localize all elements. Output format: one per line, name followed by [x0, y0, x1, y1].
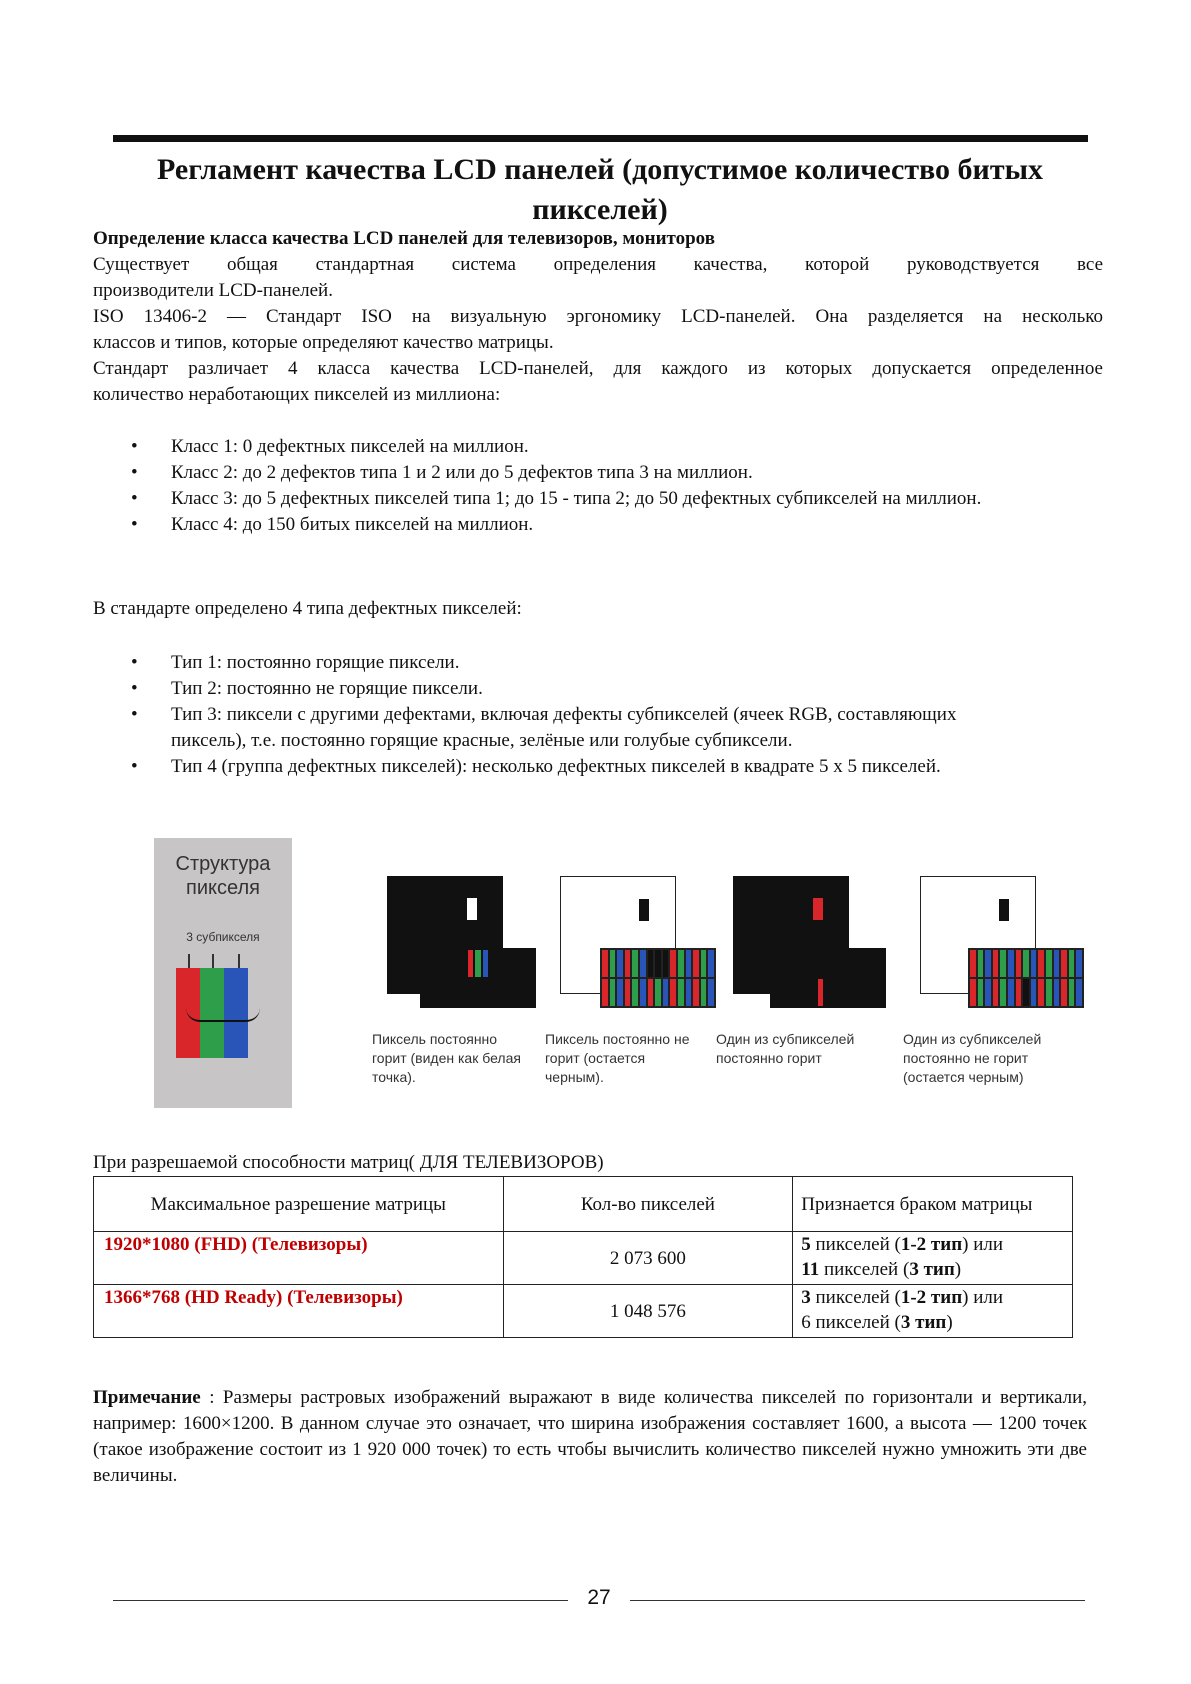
pixel-structure-title: Структура пикселя [175, 853, 271, 899]
table-row [94, 1232, 1073, 1285]
note-text: : Размеры растровых изображений выражают в виде количества пикселей по горизонтали и вертикали, например: 1600×1200. В данном случае это означает, что ширина изображения составляет 1600, а высота — 1200 точек (такое изображение состоит из 1 920 000 точек) то есть чтобы вычислить количество пикселей нужно умножить эти две величины. [93, 1387, 1087, 1486]
list-item: • Тип 2: постоянно не горящие пиксели. [93, 676, 1133, 702]
caption-subpixel-always-off: Один из субпикселей постоянно не горит (остается черным) [903, 1031, 1042, 1085]
table-header-row [94, 1177, 1073, 1232]
list-item: • Класс 4: до 150 битых пикселей на миллион. [93, 512, 1093, 538]
row-resolution: 1366*768 (HD Ready) (Телевизоры) [94, 1285, 504, 1338]
section-subtitle: Определение класса качества LCD панелей для телевизоров, мониторов [93, 228, 715, 249]
note-label: Примечание [93, 1387, 201, 1408]
row-defect-threshold: 3 пикселей (1-2 тип) или 6 пикселей (3 тип) [793, 1285, 1073, 1338]
caption-pixel-always-on: Пиксель постоянно горит (виден как белая точка). [372, 1031, 521, 1085]
caption-subpixel-always-on: Один из субпикселей постоянно горит [716, 1031, 855, 1066]
list-item: • Класс 3: до 5 дефектных пикселей типа 1; до 15 - типа 2; до 50 дефектных субпикселей на миллион. [93, 486, 1093, 512]
list-item: • Тип 1: постоянно горящие пиксели. [93, 650, 1133, 676]
subpixel-grid [600, 948, 716, 1008]
white-dot [467, 898, 477, 920]
note-paragraph [93, 1385, 1087, 1489]
table-row [94, 1285, 1073, 1338]
subpixel-count-label: 3 субпикселя [186, 930, 260, 944]
row-resolution: 1920*1080 (FHD) (Телевизоры) [94, 1232, 504, 1285]
paragraph-3-line-2: количество неработающих пикселей из миллиона: [93, 384, 501, 405]
black-dot [999, 899, 1009, 921]
table-caption: При разрешаемой способности матриц( ДЛЯ ТЕЛЕВИЗОРОВ) [93, 1152, 604, 1173]
page-title: Регламент качества LCD панелей (допустимое количество битых пикселей) [156, 153, 1043, 226]
list-item: • Тип 3: пиксели с другими дефектами, включая дефекты субпикселей (ячеек RGB, составляющих пиксель), т.е. постоянно горящие красные, зелёные или голубые субпиксели. [93, 702, 1133, 754]
row-pixel-count: 2 073 600 [503, 1232, 793, 1285]
types-intro: В стандарте определено 4 типа дефектных пикселей: [93, 598, 522, 619]
subpixel-brace [186, 1008, 260, 1022]
list-item: • Класс 1: 0 дефектных пикселей на миллион. [93, 434, 1093, 460]
header-defect-threshold: Признается браком матрицы [793, 1177, 1073, 1232]
row-defect-threshold: 5 пикселей (1-2 тип) или 11 пикселей (3 тип) [793, 1232, 1073, 1285]
red-dot [813, 898, 823, 920]
list-item: • Класс 2: до 2 дефектов типа 1 и 2 или до 5 дефектов типа 3 на миллион. [93, 460, 1093, 486]
subpixel-grid [968, 948, 1084, 1008]
paragraph-2-line-2: классов и типов, которые определяют качество матрицы. [93, 332, 554, 353]
black-dot [639, 899, 649, 921]
subpixel-grid [770, 948, 886, 1008]
row-pixel-count: 1 048 576 [503, 1285, 793, 1338]
subpixel-grid [420, 948, 536, 1008]
footer-rule-right [630, 1600, 1085, 1601]
paragraph-1-line-1: Существует общая стандартная система определения качества, которой руководствуется все [93, 254, 1103, 275]
footer-rule-left [113, 1600, 568, 1601]
header-rule [113, 135, 1088, 142]
caption-pixel-always-off: Пиксель постоянно не горит (остается черным). [545, 1031, 690, 1085]
paragraph-3-line-1: Стандарт различает 4 класса качества LCD-панелей, для каждого из которых допускается определенное [93, 358, 1103, 379]
page-number: 27 [587, 1586, 611, 1609]
list-item: • Тип 4 (группа дефектных пикселей): несколько дефектных пикселей в квадрате 5 х 5 пикселей. [93, 754, 1133, 780]
pixel-structure-diagram [154, 838, 292, 1108]
quality-class-list [93, 434, 1093, 538]
header-resolution: Максимальное разрешение матрицы [94, 1177, 504, 1232]
paragraph-2-line-1: ISO 13406-2 — Стандарт ISO на визуальную эргономику LCD-панелей. Она разделяется на несколько [93, 306, 1103, 327]
header-pixel-count: Кол-во пикселей [503, 1177, 793, 1232]
defect-type-list [93, 650, 1133, 780]
paragraph-1-line-2: производители LCD-панелей. [93, 280, 333, 301]
resolution-table [93, 1176, 1073, 1338]
